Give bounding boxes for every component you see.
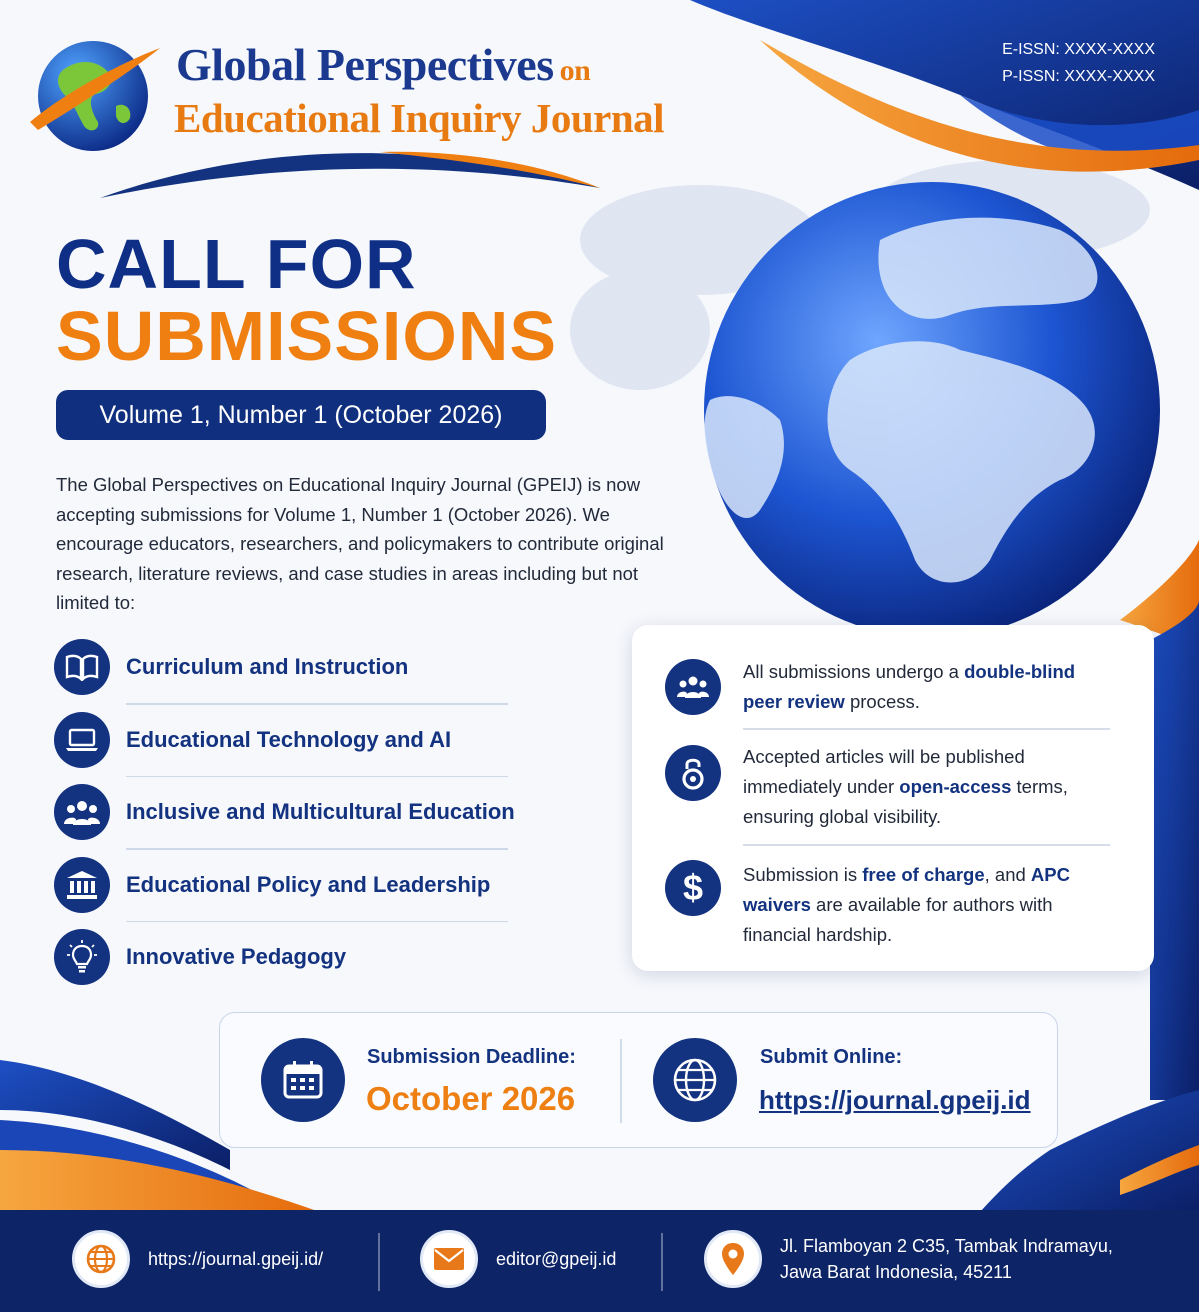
mail-icon [420,1230,478,1288]
headline-call-for: CALL FOR [56,225,417,303]
journal-subtitle: Educational Inquiry Journal [174,95,665,141]
divider [620,1039,622,1123]
footer-website[interactable] [72,1230,323,1288]
dollar-icon: $ [665,860,721,916]
topic-item [54,638,508,711]
free-highlight: free of charge [862,864,985,885]
deadline-label: Submission Deadline: [367,1046,576,1068]
headline-submissions: SUBMISSIONS [56,297,558,375]
topic-label: Inclusive and Multicultural Education [126,799,515,824]
review-highlight: double-blind peer review [743,661,1076,712]
intro-paragraph: The Global Perspectives on Educational Inquiry Journal (GPEIJ) is now accepting submissions for Volume 1, Number 1 (October 2026). We encourage educators, researchers, and policymakers to contribute original research, literature reviews, and case studies in areas including but not limited to: [56,474,664,613]
book-icon [54,639,110,695]
topic-label: Innovative Pedagogy [126,944,347,969]
deadline-box [219,1012,1058,1148]
globe-icon [653,1038,737,1122]
divider [743,728,1110,730]
divider [661,1233,663,1291]
apc-highlight: APC waivers [743,864,1070,915]
topic-item [54,928,508,1001]
institution-icon [54,857,110,913]
footer-email[interactable] [420,1230,616,1288]
submit-online-link[interactable]: https://journal.gpeij.id [759,1085,1031,1115]
divider [743,844,1110,846]
journal-title-on: on [559,54,591,87]
topic-label: Educational Technology and AI [126,726,452,752]
divider [126,776,508,778]
issn-block [1002,36,1155,90]
address-line-1: Jl. Flamboyan 2 C35, Tambak Indramayu, [780,1236,1113,1256]
info-card [632,625,1154,971]
topic-label: Curriculum and Instruction [126,654,409,679]
footer-address-text [780,1233,1113,1285]
fees-text: Submission is free of charge, and APC waivers are available for authors with financial hardship. [743,864,1070,945]
group-icon [665,659,721,715]
logo-globe-icon [28,30,163,160]
topic-label: Educational Policy and Leadership [126,871,491,897]
submit-online-label: Submit Online: [760,1046,903,1068]
divider [378,1233,380,1291]
web-icon [72,1230,130,1288]
open-access-text: Accepted articles will be published immediately under open-access terms, ensuring global visibility. [743,746,1068,827]
open-access-highlight: open-access [899,776,1012,797]
deadline-value: October 2026 [366,1080,576,1117]
location-pin-icon [704,1230,762,1288]
footer-email-text: editor@gpeij.id [496,1249,617,1269]
divider [126,848,508,850]
address-line-2: Jawa Barat Indonesia, 45211 [780,1262,1012,1282]
volume-badge: Volume 1, Number 1 (October 2026) [56,390,546,440]
footer-address [704,1230,1113,1288]
divider [126,921,508,923]
p-issn: P-ISSN: XXXX-XXXX [1002,68,1155,85]
open-access-icon [665,745,721,801]
topic-item [54,856,508,929]
review-text: All submissions undergo a double-blind peer review process. [743,661,1076,712]
laptop-icon [54,712,110,768]
topic-item [54,711,508,784]
journal-title: Global Perspectives on [176,39,591,90]
lightbulb-icon [54,929,110,985]
divider [126,703,508,705]
footer-website-text: https://journal.gpeij.id/ [148,1249,324,1269]
calendar-icon [261,1038,345,1122]
people-icon [54,784,110,840]
e-issn: E-ISSN: XXXX-XXXX [1002,41,1155,58]
topic-list [54,638,515,1001]
topic-item [54,783,515,856]
